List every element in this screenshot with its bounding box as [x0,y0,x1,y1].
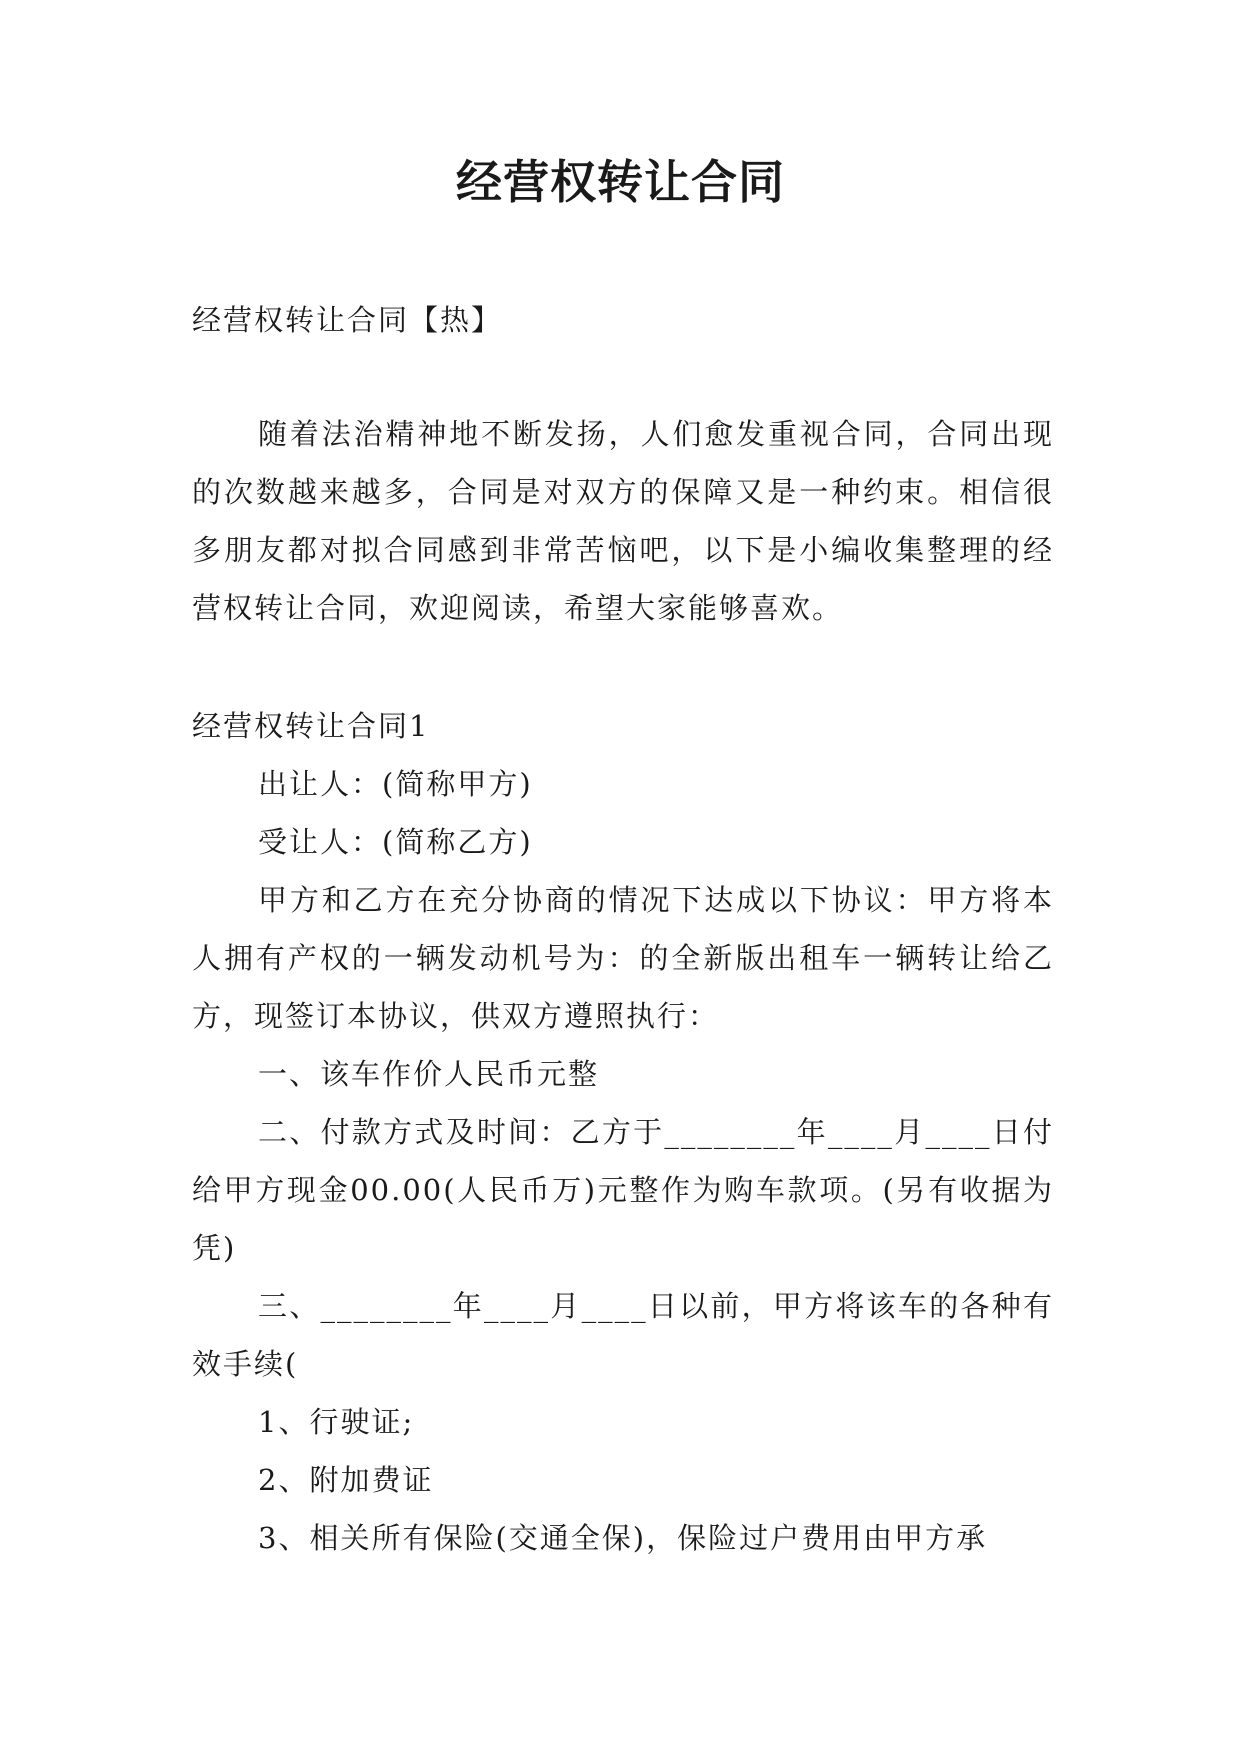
list-item-driving-license: 1、行驶证; [258,1405,415,1439]
transferor-line: 出让人：(简称甲方) [258,767,533,801]
list-item-insurance: 3、相关所有保险(交通全保)，保险过户费用由甲方承 [258,1521,988,1555]
contract-body [192,697,1054,1567]
agreement-paragraph: 甲方和乙方在充分协商的情况下达成以下协议：甲方将本人拥有产权的一辆发动机号为：的全新版出租车一辆转让给乙方，现签订本协议，供双方遵照执行： [192,883,1054,1033]
clause-three: 三、________年____月____日以前，甲方将该车的各种有效手续( [192,1289,1054,1381]
subtitle-text: 经营权转让合同【热】 [192,303,503,337]
document-title: 经营权转让合同 [456,155,785,209]
list-item-surcharge-cert: 2、附加费证 [258,1463,434,1497]
clause-two: 二、付款方式及时间：乙方于________年____月____日付给甲方现金00.00(人民币万)元整作为购车款项。(另有收据为凭) [192,1115,1054,1265]
intro-paragraph: 随着法治精神地不断发扬，人们愈发重视合同，合同出现的次数越来越多，合同是对双方的保障又是一种约束。相信很多朋友都对拟合同感到非常苦恼吧，以下是小编收集整理的经营权转让合同，欢迎阅读，希望大家能够喜欢。 [192,417,1054,625]
transferee-line: 受让人：(简称乙方) [258,825,533,859]
section-heading: 经营权转让合同1 [192,709,430,743]
document-subtitle [192,291,1054,349]
clause-one: 一、该车作价人民币元整 [258,1057,600,1091]
intro-section [192,405,1054,637]
